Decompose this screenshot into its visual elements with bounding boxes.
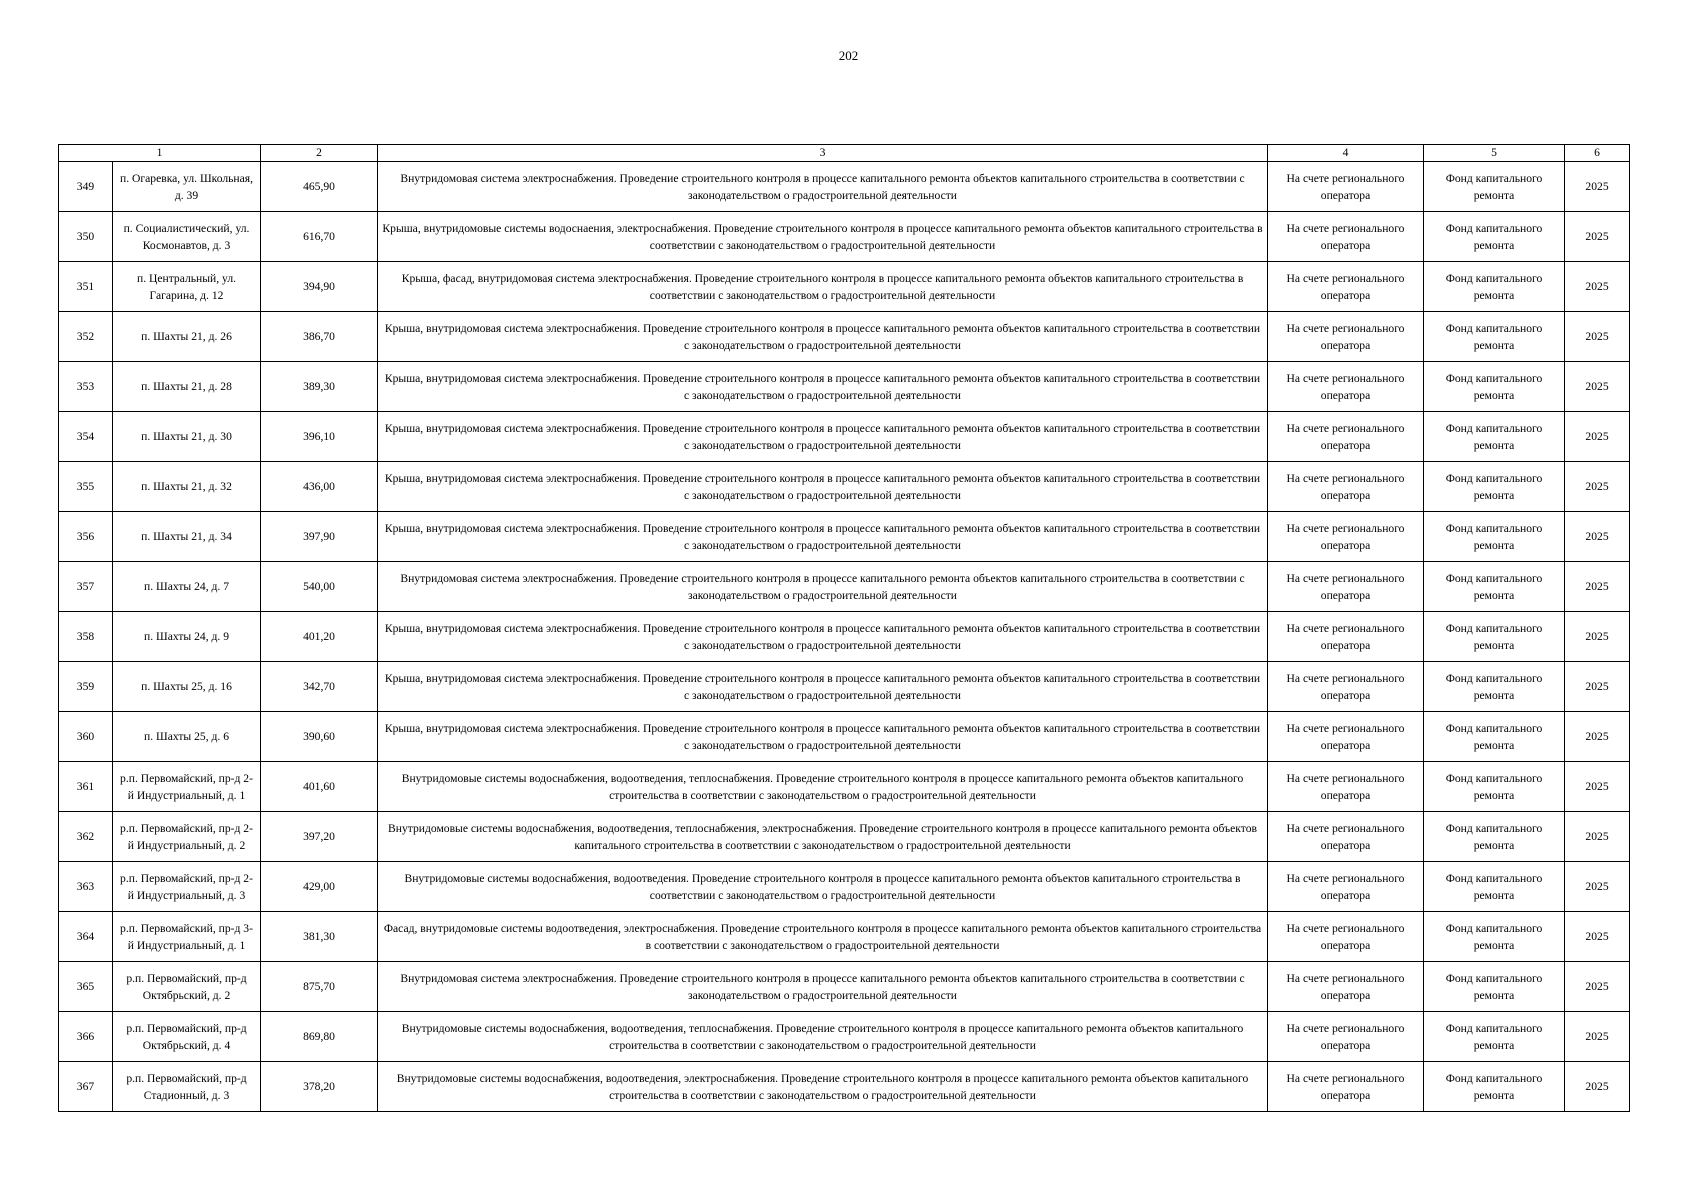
funding-source-cell: Фонд капитального ремонта [1424,212,1565,262]
funding-account-cell: На счете регионального оператора [1268,362,1424,412]
works-description-cell: Внутридомовые системы водоснабжения, водоотведения, теплоснабжения. Проведение строительного контроля в процессе капитального ремонта объектов капитального строительства в соответствии с законодательством о градостроительной деятельности [378,1012,1268,1062]
area-cell: 397,90 [261,512,378,562]
funding-source-cell: Фонд капитального ремонта [1424,1062,1565,1112]
funding-source-cell: Фонд капитального ремонта [1424,612,1565,662]
year-cell: 2025 [1565,512,1630,562]
row-number-cell: 365 [59,962,113,1012]
table-row [59,562,1630,612]
funding-source-cell: Фонд капитального ремонта [1424,712,1565,762]
table-row [59,962,1630,1012]
table-row [59,662,1630,712]
table-row [59,1012,1630,1062]
area-cell: 390,60 [261,712,378,762]
address-cell: п. Центральный, ул. Гагарина, д. 12 [113,262,261,312]
area-cell: 869,80 [261,1012,378,1062]
table-row [59,162,1630,212]
address-cell: п. Шахты 25, д. 16 [113,662,261,712]
row-number-cell: 358 [59,612,113,662]
funding-account-cell: На счете регионального оператора [1268,512,1424,562]
row-number-cell: 356 [59,512,113,562]
funding-source-cell: Фонд капитального ремонта [1424,362,1565,412]
row-number-cell: 359 [59,662,113,712]
works-description-cell: Внутридомовая система электроснабжения. Проведение строительного контроля в процессе капитального ремонта объектов капитального строительства в соответствии с законодательством о градостроительной деятельности [378,162,1268,212]
works-description-cell: Крыша, внутридомовая система электроснабжения. Проведение строительного контроля в процессе капитального ремонта объектов капитального строительства в соответствии с законодательством о градостроительной деятельности [378,312,1268,362]
funding-account-cell: На счете регионального оператора [1268,162,1424,212]
works-description-cell: Внутридомовые системы водоснабжения, водоотведения, теплоснабжения, электроснабжения. Проведение строительного контроля в процессе капитального ремонта объектов капитального строительства в соответствии с законодательством о градостроительной деятельности [378,812,1268,862]
works-description-cell: Фасад, внутридомовые системы водоотведения, электроснабжения. Проведение строительного контроля в процессе капитального ремонта объектов капитального строительства в соответствии с законодательством о градостроительной деятельности [378,912,1268,962]
funding-account-cell: На счете регионального оператора [1268,1012,1424,1062]
row-number-cell: 353 [59,362,113,412]
funding-source-cell: Фонд капитального ремонта [1424,662,1565,712]
address-cell: п. Огаревка, ул. Школьная, д. 39 [113,162,261,212]
table-row [59,512,1630,562]
year-cell: 2025 [1565,312,1630,362]
funding-source-cell: Фонд капитального ремонта [1424,262,1565,312]
year-cell: 2025 [1565,912,1630,962]
year-cell: 2025 [1565,562,1630,612]
row-number-cell: 349 [59,162,113,212]
address-cell: р.п. Первомайский, пр-д Октябрьский, д. 4 [113,1012,261,1062]
funding-account-cell: На счете регионального оператора [1268,912,1424,962]
funding-account-cell: На счете регионального оператора [1268,412,1424,462]
table-row [59,812,1630,862]
funding-account-cell: На счете регионального оператора [1268,462,1424,512]
works-description-cell: Крыша, внутридомовая система электроснабжения. Проведение строительного контроля в процессе капитального ремонта объектов капитального строительства в соответствии с законодательством о градостроительной деятельности [378,662,1268,712]
works-description-cell: Крыша, внутридомовая система электроснабжения. Проведение строительного контроля в процессе капитального ремонта объектов капитального строительства в соответствии с законодательством о градостроительной деятельности [378,412,1268,462]
funding-source-cell: Фонд капитального ремонта [1424,1012,1565,1062]
table-row [59,262,1630,312]
funding-account-cell: На счете регионального оператора [1268,262,1424,312]
area-cell: 616,70 [261,212,378,262]
funding-source-cell: Фонд капитального ремонта [1424,962,1565,1012]
year-cell: 2025 [1565,662,1630,712]
area-cell: 381,30 [261,912,378,962]
row-number-cell: 354 [59,412,113,462]
row-number-cell: 362 [59,812,113,862]
year-cell: 2025 [1565,412,1630,462]
funding-source-cell: Фонд капитального ремонта [1424,862,1565,912]
year-cell: 2025 [1565,612,1630,662]
funding-account-cell: На счете регионального оператора [1268,562,1424,612]
column-header: 6 [1565,145,1630,162]
address-cell: р.п. Первомайский, пр-д 2-й Индустриальный, д. 3 [113,862,261,912]
row-number-cell: 351 [59,262,113,312]
area-cell: 396,10 [261,412,378,462]
area-cell: 401,20 [261,612,378,662]
year-cell: 2025 [1565,462,1630,512]
row-number-cell: 360 [59,712,113,762]
funding-account-cell: На счете регионального оператора [1268,1062,1424,1112]
year-cell: 2025 [1565,162,1630,212]
table-row [59,362,1630,412]
funding-account-cell: На счете регионального оператора [1268,312,1424,362]
row-number-cell: 350 [59,212,113,262]
address-cell: п. Шахты 21, д. 32 [113,462,261,512]
page-number: 202 [838,48,859,63]
table-row [59,912,1630,962]
row-number-cell: 363 [59,862,113,912]
year-cell: 2025 [1565,862,1630,912]
area-cell: 540,00 [261,562,378,612]
year-cell: 2025 [1565,812,1630,862]
works-description-cell: Крыша, внутридомовая система электроснабжения. Проведение строительного контроля в процессе капитального ремонта объектов капитального строительства в соответствии с законодательством о градостроительной деятельности [378,462,1268,512]
works-description-cell: Внутридомовые системы водоснабжения, водоотведения, теплоснабжения. Проведение строительного контроля в процессе капитального ремонта объектов капитального строительства в соответствии с законодательством о градостроительной деятельности [378,762,1268,812]
table-row [59,712,1630,762]
address-cell: р.п. Первомайский, пр-д 2-й Индустриальный, д. 2 [113,812,261,862]
works-description-cell: Внутридомовая система электроснабжения. Проведение строительного контроля в процессе капитального ремонта объектов капитального строительства в соответствии с законодательством о градостроительной деятельности [378,562,1268,612]
area-cell: 342,70 [261,662,378,712]
funding-source-cell: Фонд капитального ремонта [1424,162,1565,212]
funding-source-cell: Фонд капитального ремонта [1424,512,1565,562]
year-cell: 2025 [1565,712,1630,762]
works-description-cell: Крыша, внутридомовая система электроснабжения. Проведение строительного контроля в процессе капитального ремонта объектов капитального строительства в соответствии с законодательством о градостроительной деятельности [378,362,1268,412]
table-row [59,762,1630,812]
area-cell: 465,90 [261,162,378,212]
funding-account-cell: На счете регионального оператора [1268,712,1424,762]
works-description-cell: Крыша, внутридомовые системы водоснаения, электроснабжения. Проведение строительного контроля в процессе капитального ремонта объектов капитального строительства в соответствии с законодательством о градостроительной деятельности [378,212,1268,262]
row-number-cell: 367 [59,1062,113,1112]
row-number-cell: 352 [59,312,113,362]
address-cell: п. Социалистический, ул. Космонавтов, д. 3 [113,212,261,262]
works-description-cell: Внутридомовая система электроснабжения. Проведение строительного контроля в процессе капитального ремонта объектов капитального строительства в соответствии с законодательством о градостроительной деятельности [378,962,1268,1012]
address-cell: п. Шахты 24, д. 9 [113,612,261,662]
funding-source-cell: Фонд капитального ремонта [1424,462,1565,512]
area-cell: 389,30 [261,362,378,412]
table-row [59,862,1630,912]
column-header: 1 [59,145,261,162]
row-number-cell: 361 [59,762,113,812]
row-number-cell: 357 [59,562,113,612]
column-header: 3 [378,145,1268,162]
area-cell: 397,20 [261,812,378,862]
column-header: 2 [261,145,378,162]
year-cell: 2025 [1565,962,1630,1012]
year-cell: 2025 [1565,262,1630,312]
funding-account-cell: На счете регионального оператора [1268,762,1424,812]
works-description-cell: Внутридомовые системы водоснабжения, водоотведения, электроснабжения. Проведение строительного контроля в процессе капитального ремонта объектов капитального строительства в соответствии с законодательством о градостроительной деятельности [378,1062,1268,1112]
column-number-header-row [59,145,1630,162]
row-number-cell: 366 [59,1012,113,1062]
table-row [59,212,1630,262]
address-cell: р.п. Первомайский, пр-д Октябрьский, д. 2 [113,962,261,1012]
capital-repair-table [58,144,1630,1112]
table-row [59,312,1630,362]
area-cell: 394,90 [261,262,378,312]
address-cell: п. Шахты 24, д. 7 [113,562,261,612]
column-header: 4 [1268,145,1424,162]
funding-account-cell: На счете регионального оператора [1268,962,1424,1012]
funding-source-cell: Фонд капитального ремонта [1424,412,1565,462]
table-row [59,412,1630,462]
year-cell: 2025 [1565,762,1630,812]
funding-source-cell: Фонд капитального ремонта [1424,762,1565,812]
table-row [59,612,1630,662]
funding-account-cell: На счете регионального оператора [1268,812,1424,862]
address-cell: р.п. Первомайский, пр-д 3-й Индустриальный, д. 1 [113,912,261,962]
address-cell: п. Шахты 21, д. 34 [113,512,261,562]
table-row [59,1062,1630,1112]
address-cell: п. Шахты 21, д. 28 [113,362,261,412]
funding-account-cell: На счете регионального оператора [1268,612,1424,662]
year-cell: 2025 [1565,362,1630,412]
address-cell: п. Шахты 21, д. 30 [113,412,261,462]
area-cell: 378,20 [261,1062,378,1112]
area-cell: 875,70 [261,962,378,1012]
funding-source-cell: Фонд капитального ремонта [1424,312,1565,362]
row-number-cell: 364 [59,912,113,962]
address-cell: р.п. Первомайский, пр-д Стадионный, д. 3 [113,1062,261,1112]
works-description-cell: Крыша, внутридомовая система электроснабжения. Проведение строительного контроля в процессе капитального ремонта объектов капитального строительства в соответствии с законодательством о градостроительной деятельности [378,712,1268,762]
address-cell: п. Шахты 25, д. 6 [113,712,261,762]
funding-account-cell: На счете регионального оператора [1268,862,1424,912]
area-cell: 436,00 [261,462,378,512]
address-cell: р.п. Первомайский, пр-д 2-й Индустриальный, д. 1 [113,762,261,812]
funding-source-cell: Фонд капитального ремонта [1424,562,1565,612]
address-cell: п. Шахты 21, д. 26 [113,312,261,362]
row-number-cell: 355 [59,462,113,512]
funding-account-cell: На счете регионального оператора [1268,212,1424,262]
area-cell: 386,70 [261,312,378,362]
year-cell: 2025 [1565,1012,1630,1062]
funding-source-cell: Фонд капитального ремонта [1424,912,1565,962]
works-description-cell: Крыша, фасад, внутридомовая система электроснабжения. Проведение строительного контроля в процессе капитального ремонта объектов капитального строительства в соответствии с законодательством о градостроительной деятельности [378,262,1268,312]
year-cell: 2025 [1565,1062,1630,1112]
area-cell: 429,00 [261,862,378,912]
works-description-cell: Крыша, внутридомовая система электроснабжения. Проведение строительного контроля в процессе капитального ремонта объектов капитального строительства в соответствии с законодательством о градостроительной деятельности [378,612,1268,662]
funding-source-cell: Фонд капитального ремонта [1424,812,1565,862]
table-row [59,462,1630,512]
funding-account-cell: На счете регионального оператора [1268,662,1424,712]
works-description-cell: Крыша, внутридомовая система электроснабжения. Проведение строительного контроля в процессе капитального ремонта объектов капитального строительства в соответствии с законодательством о градостроительной деятельности [378,512,1268,562]
year-cell: 2025 [1565,212,1630,262]
area-cell: 401,60 [261,762,378,812]
works-description-cell: Внутридомовые системы водоснабжения, водоотведения. Проведение строительного контроля в процессе капитального ремонта объектов капитального строительства в соответствии с законодательством о градостроительной деятельности [378,862,1268,912]
column-header: 5 [1424,145,1565,162]
